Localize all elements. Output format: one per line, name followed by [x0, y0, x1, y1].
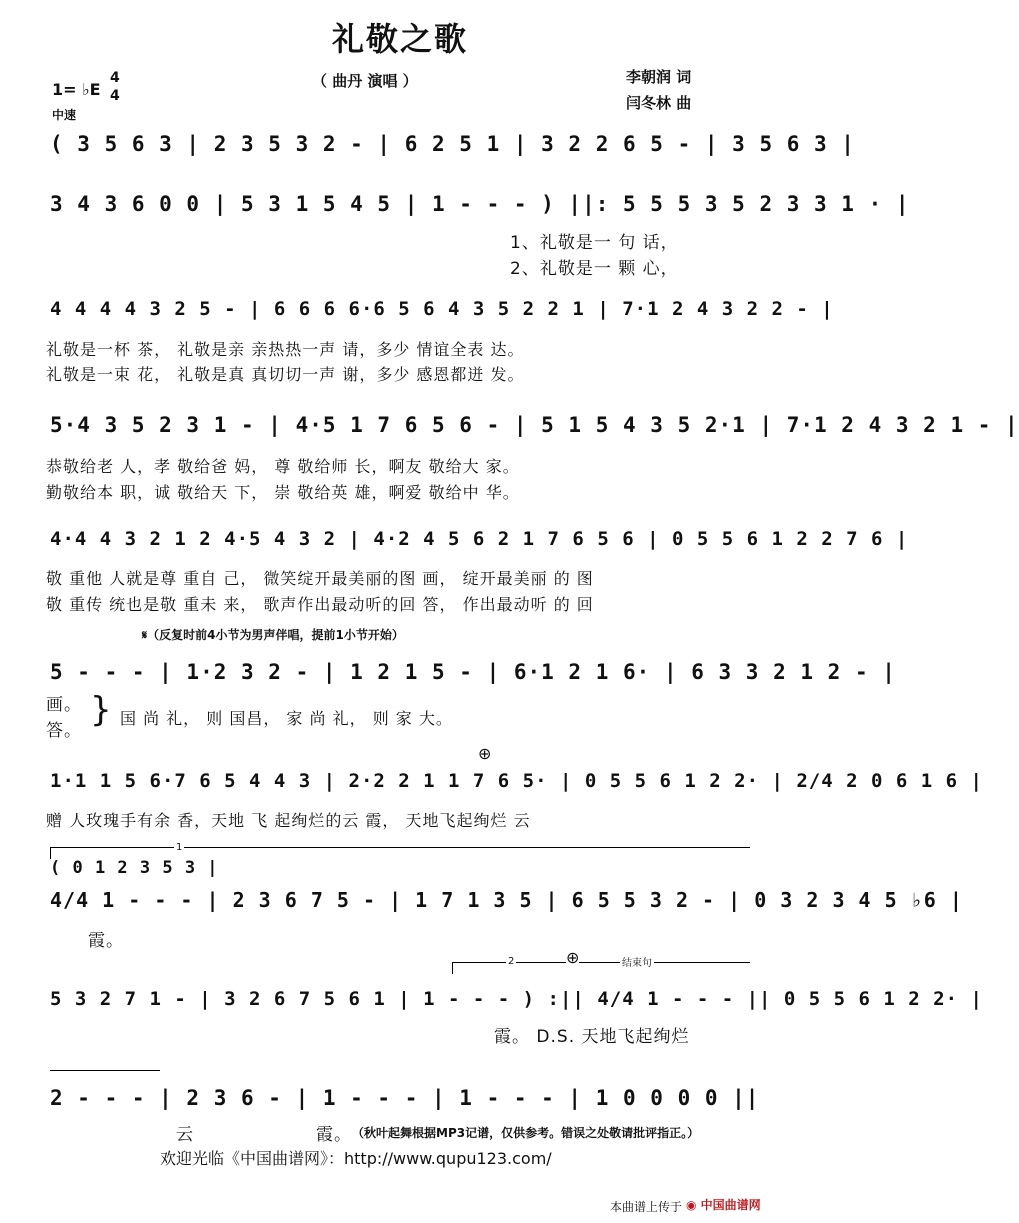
lyric-row-10-2: 霞。	[316, 1125, 352, 1145]
notation-row-7: 1·1 1 5 6·7 6 5 4 4 3 | 2·2 2 1 1 7 6 5· | 0 5 5 6 1 2 2· | 2/4 2 0 6 1 6 |	[50, 770, 983, 792]
lyric-row-5-verse-1: 敬 重他 人就是尊 重自 己， 微笑绽开最美丽的图 画， 绽开最美丽 的 图	[46, 569, 594, 588]
lyric-row-3-verse-1: 礼敬是一杯 茶， 礼敬是亲 亲热热一声 请，多少 情谊全表 达。	[46, 340, 525, 359]
lyric-row-2-verse-2: 2、礼敬是一 颗 心，	[510, 259, 679, 279]
volta-1-line	[50, 847, 750, 848]
left-lyric-2: 答。	[46, 721, 82, 741]
left-lyric-1: 画。	[46, 695, 82, 715]
notation-row-5: 4·4 4 3 2 1 2 4·5 4 3 2 | 4·2 4 5 6 2 1 7 6 5 6 | 0 5 5 6 1 2 2 7 6 |	[50, 528, 909, 550]
lyric-row-7: 赠 人玫瑰手有余 香，天地 飞 起绚烂的云 霞， 天地飞起绚烂 云	[46, 811, 531, 830]
lyric-row-4-verse-2: 勤敬给本 职，诚 敬给天 下， 崇 敬给英 雄，啊爱 敬给中 华。	[46, 483, 520, 502]
notation-row-9: 5 3 2 7 1 - | 3 2 6 7 5 6 1 | 1 - - - ) :|| 4/4 1 - - - || 0 5 5 6 1 2 2· |	[50, 988, 983, 1010]
notation-row-6: 5 - - - | 1·2 3 2 - | 1 2 1 5 - | 6·1 2 1 6· | 6 3 3 2 1 2 - |	[50, 660, 896, 684]
segno-annotation: 𝄋（反复时前4小节为男声伴唱，提前1小节开始）	[142, 628, 404, 642]
lyric-row-3-verse-2: 礼敬是一束 花， 礼敬是真 真切切一声 谢，多少 感恩都迸 发。	[46, 365, 525, 384]
lyric-row-2-verse-1: 1、礼敬是一 句 话，	[510, 233, 679, 253]
coda-icon: ⊕	[478, 744, 492, 763]
notation-row-3: 4 4 4 4 3 2 5 - | 6 6 6 6·6 5 6 4 3 5 2 2 1 | 7·1 2 4 3 2 2 - |	[50, 298, 834, 320]
site-logo	[686, 1196, 761, 1213]
performer: （ 曲丹 演唱 ）	[312, 72, 418, 90]
notation-row-8: 4/4 1 - - - | 2 3 6 7 5 - | 1 7 1 3 5 | 6 5 5 3 2 - | 0 3 2 3 4 5 ♭6 |	[50, 888, 963, 912]
notation-row-8-above: ( 0 1 2 3 5 3 |	[50, 858, 219, 878]
notation-row-10: 2 - - - | 2 3 6 - | 1 - - - | 1 - - - | 1 0 0 0 0 ||	[50, 1086, 760, 1110]
volta-2-number: 2	[508, 956, 515, 967]
key-signature: 1= ♭E	[52, 80, 101, 99]
page-title: 礼敬之歌	[331, 20, 468, 58]
lyric-row-10-1: 云	[176, 1125, 194, 1145]
tie-line	[50, 1070, 160, 1071]
lyric-row-4-verse-1: 恭敬给老 人，孝 敬给爸 妈， 尊 敬给师 长，啊友 敬给大 家。	[46, 457, 520, 476]
footer-welcome: 欢迎光临《中国曲谱网》：http://www.qupu123.com/	[160, 1149, 552, 1168]
volta-2-left-edge	[452, 962, 453, 974]
transcriber-note: （秋叶起舞根据MP3记谱，仅供参考。错误之处敬请批评指正。）	[352, 1126, 700, 1140]
lyricist: 李朝润 词	[626, 68, 692, 86]
lyric-row-9: 霞。 D.S. 天地飞起绚烂	[494, 1027, 690, 1047]
volta-2-line	[452, 962, 750, 963]
lyric-row-6: 国 尚 礼， 则 国昌， 家 尚 礼， 则 家 大。	[120, 709, 453, 728]
end-phrase-label: 结束句	[620, 954, 654, 969]
upload-credit: 本曲谱上传于	[610, 1200, 683, 1214]
logo-icon: ◉	[686, 1198, 697, 1212]
notation-row-4: 5·4 3 5 2 3 1 - | 4·5 1 7 6 5 6 - | 5 1 5 4 3 5 2·1 | 7·1 2 4 3 2 1 - |	[50, 413, 1019, 437]
coda-icon-2: ⊕	[566, 948, 580, 967]
volta-1-number: 1	[176, 842, 183, 853]
time-signature-bottom: 4	[110, 88, 120, 104]
lyric-row-8: 霞。	[88, 931, 124, 951]
notation-row-1: ( 3 5 6 3 | 2 3 5 3 2 - | 6 2 5 1 | 3 2 2 6 5 - | 3 5 6 3 |	[50, 132, 855, 156]
tempo-marking: 中速	[52, 108, 77, 122]
notation-row-2: 3 4 3 6 0 0 | 5 3 1 5 4 5 | 1 - - - ) ||: 5 5 5 3 5 2 3 3 1 · |	[50, 192, 910, 216]
lyric-row-5-verse-2: 敬 重传 统也是敬 重未 来， 歌声作出最动听的回 答， 作出最动听 的 回	[46, 595, 594, 614]
composer: 闫冬林 曲	[626, 94, 692, 112]
time-signature-top: 4	[110, 70, 120, 86]
logo-text: 中国曲谱网	[700, 1198, 761, 1212]
brace-icon: }	[90, 690, 112, 730]
